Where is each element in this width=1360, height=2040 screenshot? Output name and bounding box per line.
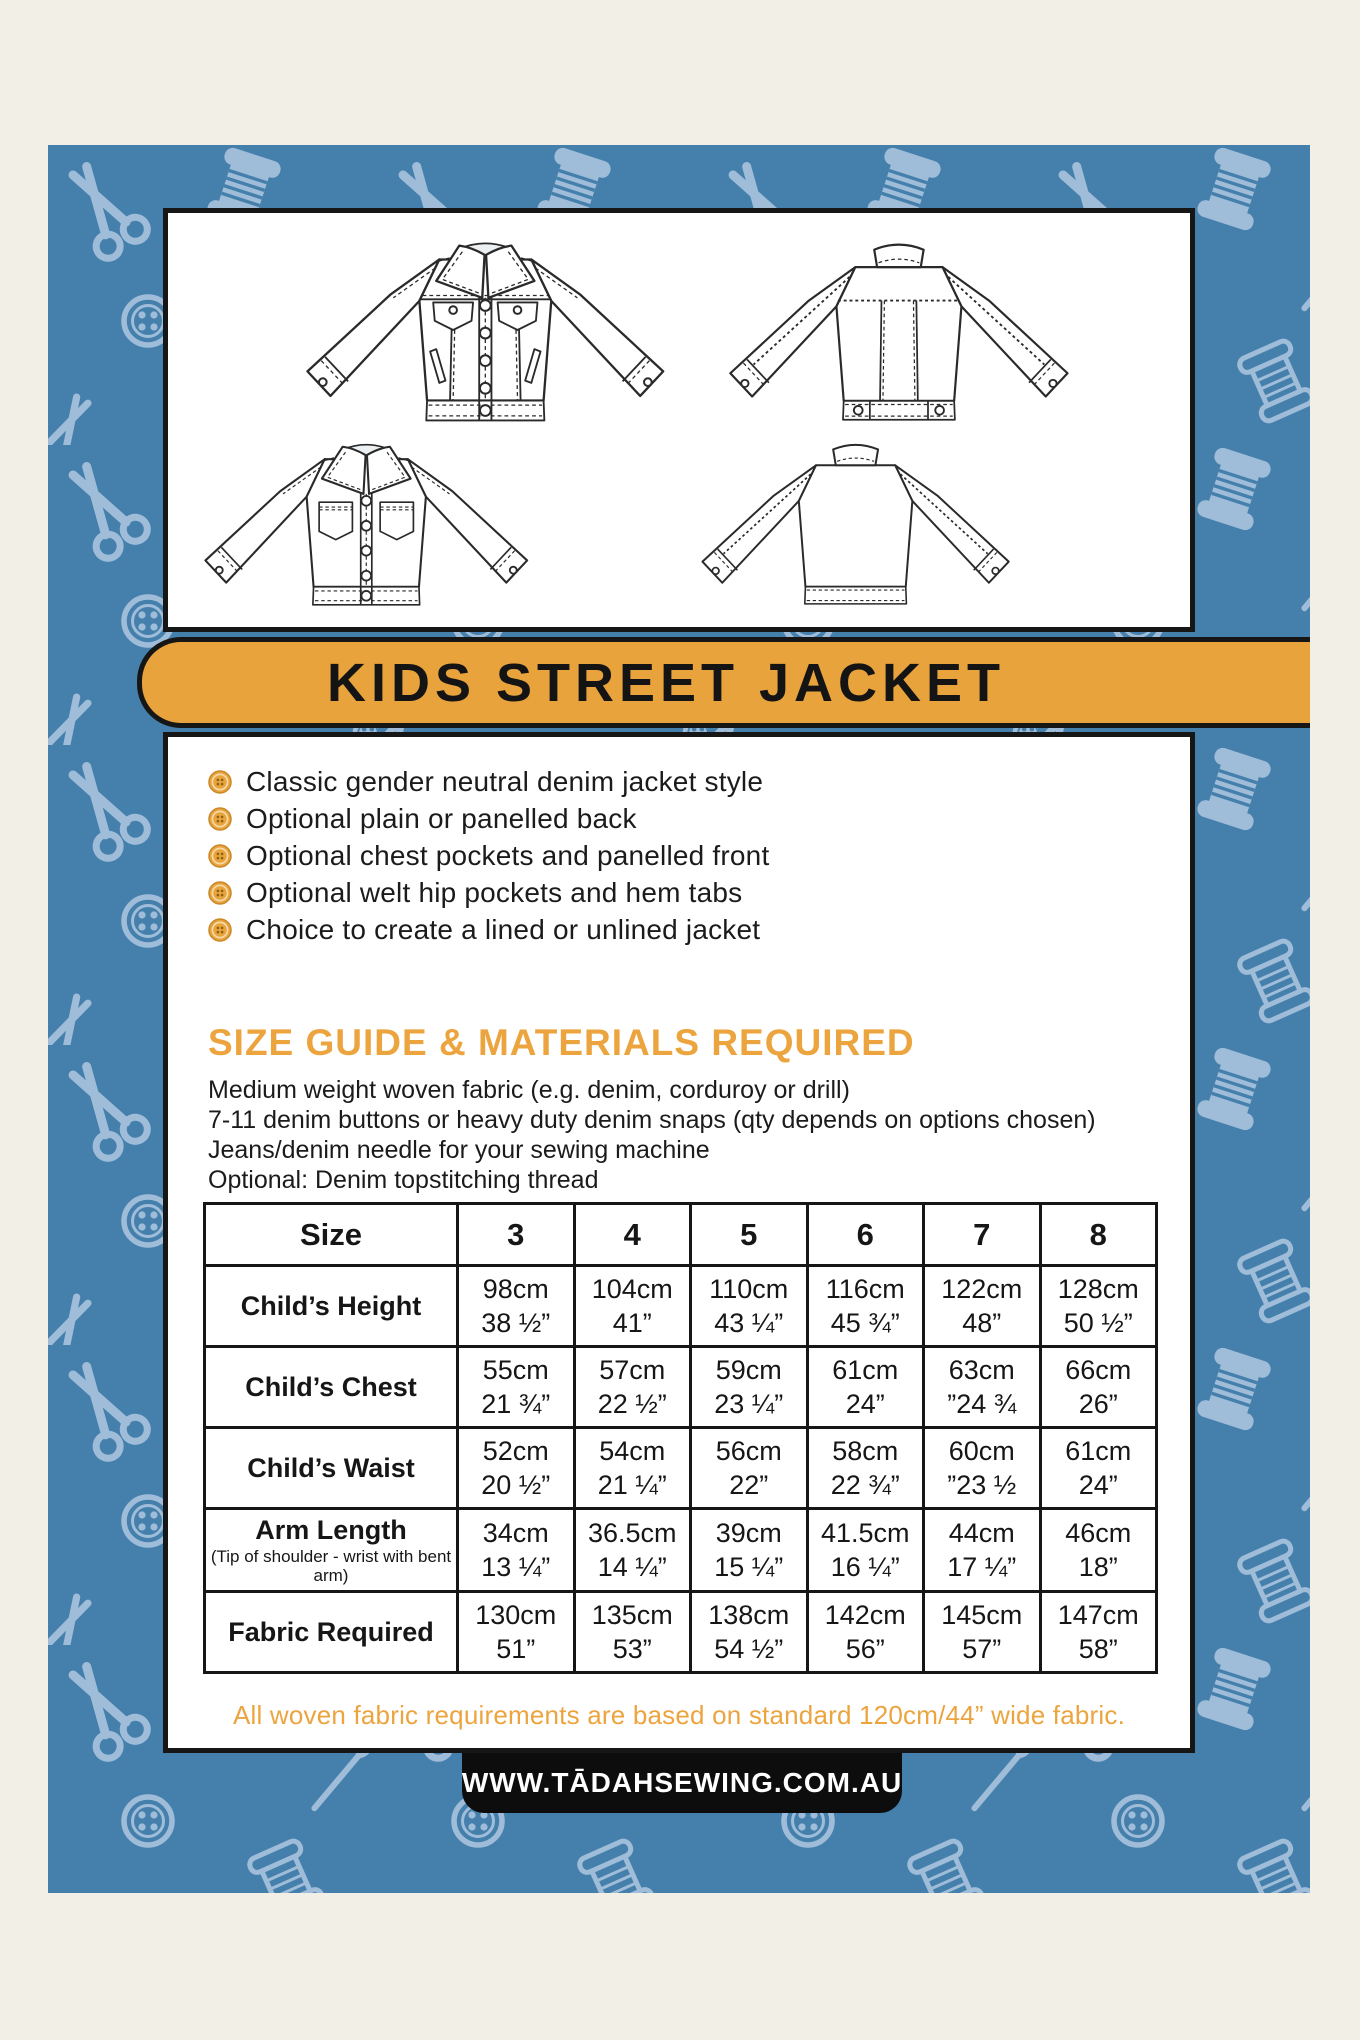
materials-list xyxy=(208,1075,1096,1195)
size-cell xyxy=(807,1509,924,1592)
size-cell-inches: 14 ¼” xyxy=(597,1552,667,1582)
size-cell xyxy=(574,1592,691,1673)
size-cell-cm: 110cm xyxy=(709,1274,789,1304)
feature-text: Choice to create a lined or unlined jacket xyxy=(246,913,761,945)
table-row xyxy=(205,1428,1157,1509)
size-cell-cm: 122cm xyxy=(941,1274,1023,1304)
size-cell xyxy=(1040,1266,1157,1347)
size-cell-cm: 66cm xyxy=(1065,1355,1132,1385)
material-line: Optional: Denim topstitching thread xyxy=(208,1166,599,1194)
size-cell-inches: 15 ¼” xyxy=(714,1552,784,1582)
size-cell xyxy=(1040,1428,1157,1509)
size-table xyxy=(203,1202,1158,1674)
size-cell-inches: 58” xyxy=(1078,1634,1118,1664)
button-bullet-icon xyxy=(208,918,232,942)
size-cell-cm: 145cm xyxy=(941,1600,1023,1630)
feature-text: Classic gender neutral denim jacket style xyxy=(246,765,764,797)
size-column-header: 7 xyxy=(924,1204,1041,1266)
button-bullet-icon xyxy=(208,844,232,868)
size-cell xyxy=(458,1266,575,1347)
feature-item xyxy=(208,911,769,948)
size-cell xyxy=(1040,1347,1157,1428)
size-cell xyxy=(691,1266,808,1347)
size-column-header: 8 xyxy=(1040,1204,1157,1266)
size-cell-cm: 142cm xyxy=(824,1600,906,1630)
size-cell xyxy=(924,1428,1041,1509)
table-row xyxy=(205,1347,1157,1428)
size-cell-cm: 61cm xyxy=(1065,1436,1132,1466)
size-cell-cm: 61cm xyxy=(832,1355,899,1385)
size-cell-inches: 53” xyxy=(612,1634,652,1664)
size-cell xyxy=(574,1347,691,1428)
size-cell xyxy=(807,1347,924,1428)
size-cell-inches: 23 ¼” xyxy=(714,1389,784,1419)
material-line: Medium weight woven fabric (e.g. denim, corduroy or drill) xyxy=(208,1076,850,1104)
jacket-back-plain-drawing xyxy=(684,427,1027,625)
size-column-header: 5 xyxy=(691,1204,808,1266)
size-cell-cm: 46cm xyxy=(1065,1518,1132,1548)
feature-item xyxy=(208,763,769,800)
row-label-text: Child’s Chest xyxy=(245,1371,417,1402)
size-cell xyxy=(807,1266,924,1347)
size-cell-inches: 16 ¼” xyxy=(830,1552,900,1582)
size-cell xyxy=(924,1266,1041,1347)
size-column-header: 6 xyxy=(807,1204,924,1266)
size-cell xyxy=(458,1592,575,1673)
material-line: 7-11 denim buttons or heavy duty denim snaps (qty depends on options chosen) xyxy=(208,1106,1096,1134)
size-guide-heading: SIZE GUIDE & MATERIALS REQUIRED xyxy=(208,1022,915,1063)
size-cell xyxy=(1040,1509,1157,1592)
size-cell xyxy=(458,1347,575,1428)
size-cell-cm: 130cm xyxy=(475,1600,557,1630)
jacket-front-panelled-drawing xyxy=(286,215,685,445)
feature-text: Optional plain or panelled back xyxy=(246,802,637,834)
size-cell-cm: 104cm xyxy=(591,1274,673,1304)
size-cell-inches: 38 ½” xyxy=(481,1308,551,1338)
size-cell-cm: 56cm xyxy=(715,1436,782,1466)
website-banner xyxy=(462,1753,902,1813)
feature-text: Optional chest pockets and panelled front xyxy=(246,839,770,871)
button-bullet-icon xyxy=(208,807,232,831)
technical-drawings-panel xyxy=(163,208,1195,632)
size-cell-cm: 52cm xyxy=(482,1436,549,1466)
jacket-back-panelled-drawing xyxy=(710,225,1088,443)
size-cell-inches: 26” xyxy=(1078,1389,1118,1419)
material-line: Jeans/denim needle for your sewing machine xyxy=(208,1136,710,1164)
size-cell-cm: 39cm xyxy=(715,1518,782,1548)
size-cell-inches: 18” xyxy=(1078,1552,1118,1582)
row-label xyxy=(205,1592,458,1673)
size-cell-cm: 59cm xyxy=(715,1355,782,1385)
size-cell-cm: 138cm xyxy=(708,1600,790,1630)
size-cell xyxy=(458,1428,575,1509)
table-row xyxy=(205,1592,1157,1673)
size-cell-inches: 56” xyxy=(845,1634,885,1664)
size-cell xyxy=(807,1428,924,1509)
size-cell xyxy=(807,1592,924,1673)
size-cell-inches: 45 ¾” xyxy=(830,1308,900,1338)
size-cell-cm: 116cm xyxy=(825,1274,905,1304)
row-label-text: Fabric Required xyxy=(228,1616,434,1647)
feature-text: Optional welt hip pockets and hem tabs xyxy=(246,876,743,908)
size-cell-inches: 22 ¾” xyxy=(830,1470,900,1500)
size-cell xyxy=(924,1347,1041,1428)
size-cell-inches: 51” xyxy=(496,1634,536,1664)
feature-item xyxy=(208,874,769,911)
size-cell xyxy=(458,1509,575,1592)
size-cell-cm: 60cm xyxy=(948,1436,1015,1466)
size-cell-inches: 43 ¼” xyxy=(714,1308,784,1338)
size-cell xyxy=(691,1509,808,1592)
size-cell-inches: 24” xyxy=(845,1389,885,1419)
size-cell-inches: 21 ¼” xyxy=(597,1470,667,1500)
size-cell-inches: ”24 ¾ xyxy=(947,1389,1017,1419)
size-cell-cm: 63cm xyxy=(948,1355,1015,1385)
table-row xyxy=(205,1509,1157,1592)
size-cell xyxy=(574,1428,691,1509)
size-cell-inches: 22” xyxy=(729,1470,769,1500)
size-cell-inches: 17 ¼” xyxy=(947,1552,1017,1582)
row-label xyxy=(205,1428,458,1509)
website-url: WWW.TĀDAHSEWING.COM.AU xyxy=(461,1767,903,1798)
size-cell-cm: 58cm xyxy=(832,1436,899,1466)
page-title: KIDS STREET JACKET xyxy=(326,652,1006,713)
size-cell-inches: 50 ½” xyxy=(1063,1308,1133,1338)
size-cell-cm: 34cm xyxy=(482,1518,549,1548)
size-cell xyxy=(691,1347,808,1428)
size-cell xyxy=(924,1592,1041,1673)
size-cell-inches: 20 ½” xyxy=(481,1470,551,1500)
size-cell-cm: 147cm xyxy=(1057,1600,1139,1630)
size-cell-cm: 36.5cm xyxy=(587,1518,677,1548)
size-cell-cm: 135cm xyxy=(591,1600,673,1630)
size-cell-cm: 98cm xyxy=(482,1274,549,1304)
size-cell-inches: 54 ½” xyxy=(714,1634,784,1664)
row-label-text: Arm Length xyxy=(255,1515,407,1545)
size-cell-inches: 13 ¼” xyxy=(481,1552,551,1582)
row-label-text: Child’s Height xyxy=(240,1290,422,1321)
fabric-footnote: All woven fabric requirements are based on standard 120cm/44” wide fabric. xyxy=(232,1700,1126,1730)
title-banner xyxy=(137,637,1310,728)
size-cell-cm: 55cm xyxy=(482,1355,549,1385)
row-label-text: Child’s Waist xyxy=(247,1452,415,1483)
size-column-header: 3 xyxy=(458,1204,575,1266)
features-list xyxy=(208,763,769,948)
size-cell-cm: 54cm xyxy=(599,1436,666,1466)
size-cell xyxy=(574,1509,691,1592)
size-cell-cm: 41.5cm xyxy=(820,1518,910,1548)
size-cell xyxy=(574,1266,691,1347)
size-cell-inches: 48” xyxy=(962,1308,1002,1338)
row-sublabel-text: (Tip of shoulder - wrist with bent arm) xyxy=(210,1547,452,1585)
size-cell-cm: 44cm xyxy=(948,1518,1015,1548)
info-panel xyxy=(163,732,1195,1753)
row-label xyxy=(205,1266,458,1347)
size-cell-inches: 57” xyxy=(962,1634,1002,1664)
size-cell-cm: 128cm xyxy=(1057,1274,1139,1304)
button-bullet-icon xyxy=(208,770,232,794)
size-cell xyxy=(1040,1592,1157,1673)
size-cell-inches: 24” xyxy=(1078,1470,1118,1500)
size-cell-cm: 57cm xyxy=(599,1355,666,1385)
size-cell-inches: 41” xyxy=(612,1308,652,1338)
size-cell-inches: ”23 ½ xyxy=(947,1470,1017,1500)
row-label xyxy=(205,1347,458,1428)
size-cell xyxy=(924,1509,1041,1592)
size-cell xyxy=(691,1592,808,1673)
size-cell-inches: 21 ¾” xyxy=(481,1389,551,1419)
feature-item xyxy=(208,837,769,874)
table-row xyxy=(205,1266,1157,1347)
jacket-front-patch-pockets-drawing xyxy=(186,419,547,627)
button-bullet-icon xyxy=(208,881,232,905)
row-label xyxy=(205,1509,458,1592)
size-cell-inches: 22 ½” xyxy=(597,1389,667,1419)
size-cell xyxy=(691,1428,808,1509)
feature-item xyxy=(208,800,769,837)
size-header: Size xyxy=(205,1204,458,1266)
size-column-header: 4 xyxy=(574,1204,691,1266)
table-header-row xyxy=(205,1204,1157,1266)
